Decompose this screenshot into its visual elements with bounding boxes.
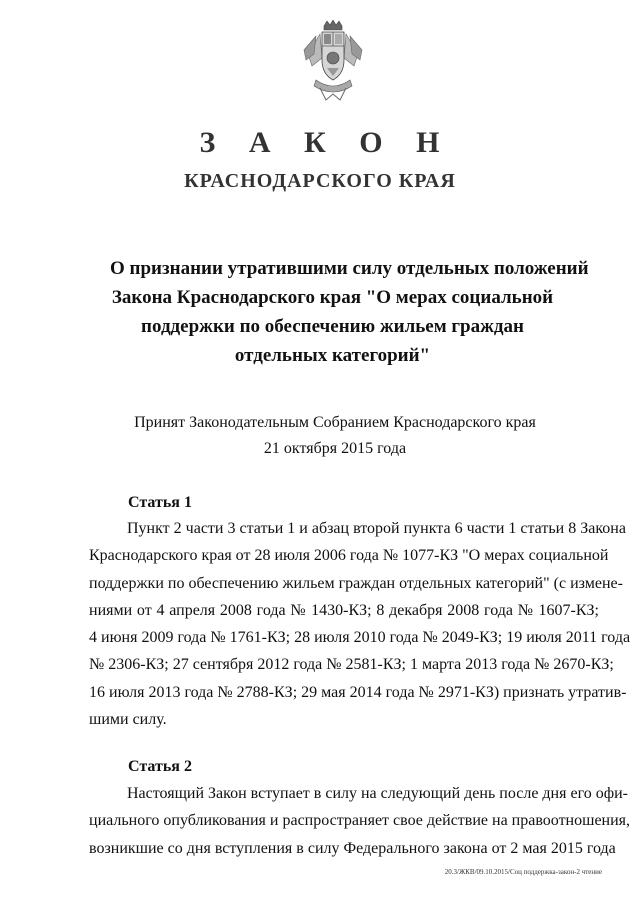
document-type-title: З А К О Н: [199, 126, 453, 159]
article-1-line: Пункт 2 части 3 статьи 1 и абзац второй пункта 6 части 1 статьи 8 Закона: [127, 520, 626, 537]
article-1-text: [89, 515, 631, 733]
article-1-line: 4 июня 2009 года № 1761-КЗ; 28 июля 2010 года № 2049-КЗ; 19 июля 2011 года: [89, 629, 631, 647]
article-1-line: Краснодарского края от 28 июля 2006 года № 1077-КЗ "О мерах социальной: [89, 547, 609, 565]
law-title-line: поддержки по обеспечению жильем граждан: [141, 316, 524, 337]
adoption-body: Принят Законодательным Собранием Краснодарского края: [134, 414, 536, 431]
law-title-line: О признании утратившими силу отдельных положений: [110, 258, 589, 279]
article-1-line: 16 июля 2013 года № 2788-КЗ; 29 мая 2014 года № 2971-КЗ) признать утратив-: [89, 683, 627, 701]
adoption-date: 21 октября 2015 года: [263, 440, 407, 457]
adoption-note: [100, 410, 570, 462]
article-2-text: [89, 780, 631, 862]
law-title-line: отдельных категорий": [234, 345, 431, 366]
article-1-line: ниями от 4 апреля 2008 года № 1430-КЗ; 8 декабря 2008 года № 1607-КЗ;: [89, 601, 599, 619]
article-1-line: № 2306-КЗ; 27 сентября 2012 года № 2581-КЗ; 1 марта 2013 года № 2670-КЗ;: [89, 656, 614, 674]
article-1-line: шими силу.: [89, 711, 167, 729]
article-2-heading: Статья 2: [128, 758, 192, 775]
article-2-line: циального опубликования и распространяет свое действие на правоотношения,: [89, 812, 631, 830]
document-footer-code: 20.3/ЖКВ/09.10.2015/Соц поддержка-закон-2 чтение: [444, 868, 602, 876]
law-title: [110, 254, 589, 370]
law-title-line: Закона Краснодарского края "О мерах социальной: [111, 287, 554, 308]
coat-of-arms-emblem: [302, 20, 364, 102]
article-1-line: поддержки по обеспечению жильем граждан отдельных категорий" (с измене-: [89, 574, 623, 592]
region-subtitle: КРАСНОДАРСКОГО КРАЯ: [184, 170, 456, 192]
article-2-line: Настоящий Закон вступает в силу на следующий день после дня его офи-: [127, 785, 628, 802]
article-2-line: возникшие со дня вступления в силу Федерального закона от 2 мая 2015 года: [89, 839, 616, 857]
article-1-heading: Статья 1: [128, 494, 192, 511]
